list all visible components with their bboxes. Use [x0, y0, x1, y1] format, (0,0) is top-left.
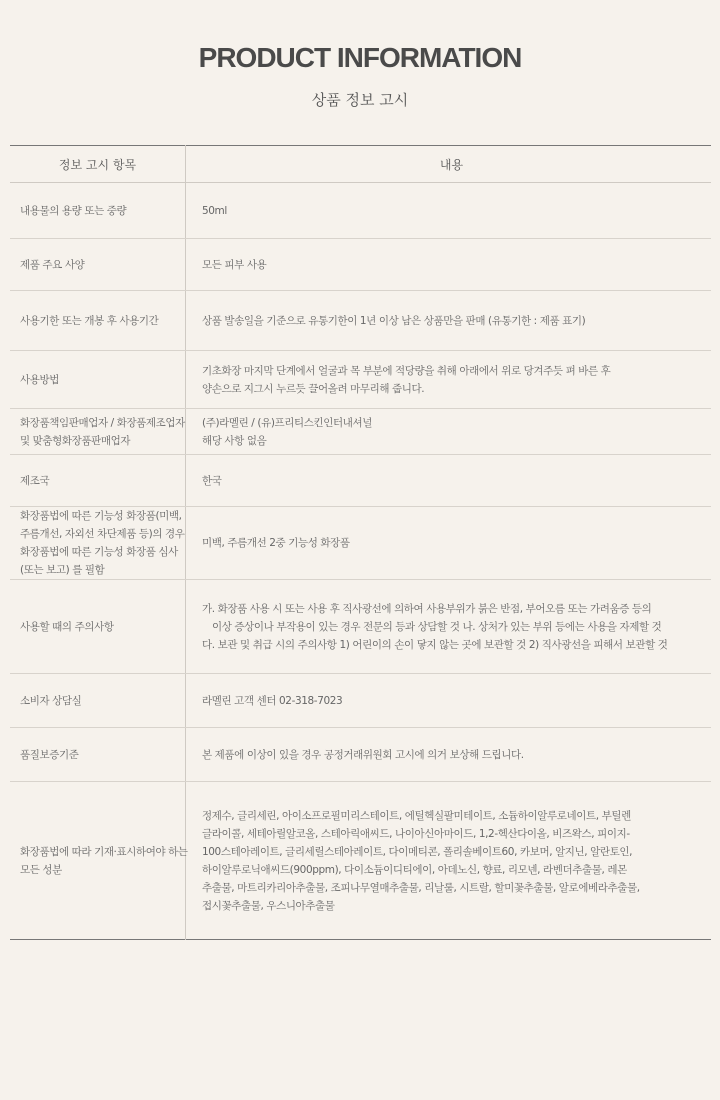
- row-label-line: 화장품법에 따른 기능성 화장품(미백,: [20, 510, 182, 522]
- row-content: [186, 239, 712, 291]
- row-content: [186, 291, 712, 351]
- row-content-line: 미백, 주름개선 2중 기능성 화장품: [202, 537, 350, 549]
- row-content-line: 본 제품에 이상이 있을 경우 공정거래위원회 고시에 의거 보상해 드립니다.: [202, 748, 524, 761]
- row-content-line: 양손으로 지그시 누르듯 끌어올려 마무리해 줍니다.: [202, 382, 425, 395]
- row-content: [186, 782, 712, 940]
- row-label-line: 사용할 때의 주의사항: [20, 620, 114, 633]
- product-info-table: [10, 145, 711, 940]
- row-label: [10, 580, 186, 674]
- row-content-line: 라멜린 고객 센터 02-318-7023: [202, 694, 343, 707]
- row-label: [10, 455, 186, 507]
- table-row: [10, 782, 711, 940]
- row-label: [10, 239, 186, 291]
- row-label: [10, 507, 186, 580]
- row-content-line: 글라이콜, 세테아릴알코올, 스테아릭애씨드, 나이아신아마이드, 1,2-헥산다이올, 비즈왁스, 피이지-: [202, 827, 630, 840]
- row-content-line: 하이알루로닉애씨드(900ppm), 다이소듐이디티에이, 아데노신, 향료, 리모넨, 라벤더추출물, 레몬: [202, 863, 627, 876]
- row-label-line: 모든 성분: [20, 863, 62, 876]
- row-content-line: 이상 증상이나 부작용이 있는 경우 전문의 등과 상담할 것 나. 상처가 있는 부위 등에는 사용을 자제할 것: [212, 620, 662, 633]
- table-header-row: [10, 146, 711, 183]
- table-row: [10, 239, 711, 291]
- header-item: 정보 고시 항목: [10, 146, 186, 183]
- row-label-line: 및 맞춤형화장품판매업자: [20, 434, 131, 447]
- row-content: [186, 455, 712, 507]
- table-row: [10, 455, 711, 507]
- row-content-line: 모든 피부 사용: [202, 258, 267, 271]
- page-subtitle: 상품 정보 고시: [311, 91, 409, 109]
- row-label-line: 제조국: [20, 474, 50, 487]
- row-label-line: (또는 보고) 를 필함: [20, 564, 105, 576]
- row-content: [186, 507, 712, 580]
- row-label-line: 제품 주요 사양: [20, 258, 85, 271]
- row-content: [186, 674, 712, 728]
- row-content-line: 정제수, 글리세린, 아이소프로필미리스테이트, 에틸헥실팔미테이트, 소듐하이알루로네이트, 부틸렌: [202, 809, 631, 822]
- row-content-line: 100스테아레이트, 글리세릴스테아레이트, 다이메티콘, 폴리솔베이트60, 카보머, 알지닌, 알란토인,: [202, 845, 633, 858]
- table-row: [10, 580, 711, 674]
- row-content-line: 접시꽃추출물, 우스니아추출물: [202, 899, 335, 912]
- row-content-line: 상품 발송일을 기준으로 유통기한이 1년 이상 남은 상품만을 판매 (유통기한 : 제품 표기): [202, 314, 586, 327]
- table-row: [10, 507, 711, 580]
- row-label-line: 사용방법: [20, 373, 59, 386]
- row-label-line: 주름개선, 자외선 차단제품 등)의 경우: [20, 528, 185, 540]
- row-label-line: 화장품책임판매업자 / 화장품제조업자: [20, 416, 185, 429]
- table-row: [10, 409, 711, 455]
- row-label-line: 화장품법에 따라 기재·표시하여야 하는: [20, 845, 188, 858]
- row-label-line: 소비자 상담실: [20, 694, 82, 707]
- row-content-line: 해당 사항 없음: [202, 434, 267, 447]
- row-content-line: 기초화장 마지막 단계에서 얼굴과 목 부분에 적당량을 취해 아래에서 위로 당겨주듯 펴 바른 후: [202, 364, 611, 377]
- row-content-line: 다. 보관 및 취급 시의 주의사항 1) 어린이의 손이 닿지 않는 곳에 보관할 것 2) 직사광선을 피해서 보관할 것: [202, 638, 668, 651]
- row-label: [10, 183, 186, 239]
- table-row: [10, 674, 711, 728]
- row-label: [10, 782, 186, 940]
- table-row: [10, 728, 711, 782]
- row-label-line: 품질보증기준: [20, 748, 79, 761]
- header-content: 내용: [186, 146, 712, 183]
- row-label: [10, 291, 186, 351]
- row-label-line: 사용기한 또는 개봉 후 사용기간: [20, 314, 159, 327]
- row-label: [10, 351, 186, 409]
- row-content: [186, 580, 712, 674]
- row-content: [186, 728, 712, 782]
- row-label-line: 내용물의 용량 또는 중량: [20, 204, 127, 217]
- page-header: [0, 0, 720, 110]
- row-label: [10, 409, 186, 455]
- row-content-line: 한국: [202, 474, 222, 487]
- row-label: [10, 674, 186, 728]
- row-content-line: 가. 화장품 사용 시 또는 사용 후 직사광선에 의하여 사용부위가 붉은 반점, 부어오름 또는 가려움증 등의: [202, 602, 652, 615]
- page-title: PRODUCT INFORMATION: [198, 42, 522, 73]
- row-content: [186, 409, 712, 455]
- row-label-line: 화장품법에 따른 기능성 화장품 심사: [20, 546, 178, 558]
- table-row: [10, 291, 711, 351]
- row-content: [186, 183, 712, 239]
- row-content-line: 50ml: [202, 204, 227, 217]
- row-content: [186, 351, 712, 409]
- row-content-line: (주)라멜린 / (유)프리티스킨인터내셔널: [202, 416, 372, 429]
- table-row: [10, 183, 711, 239]
- row-label: [10, 728, 186, 782]
- table-row: [10, 351, 711, 409]
- row-content-line: 추출물, 마트리카리아추출물, 조피나무열매추출물, 리날룰, 시트랄, 할미꽃추출물, 알로에베라추출물,: [202, 881, 640, 894]
